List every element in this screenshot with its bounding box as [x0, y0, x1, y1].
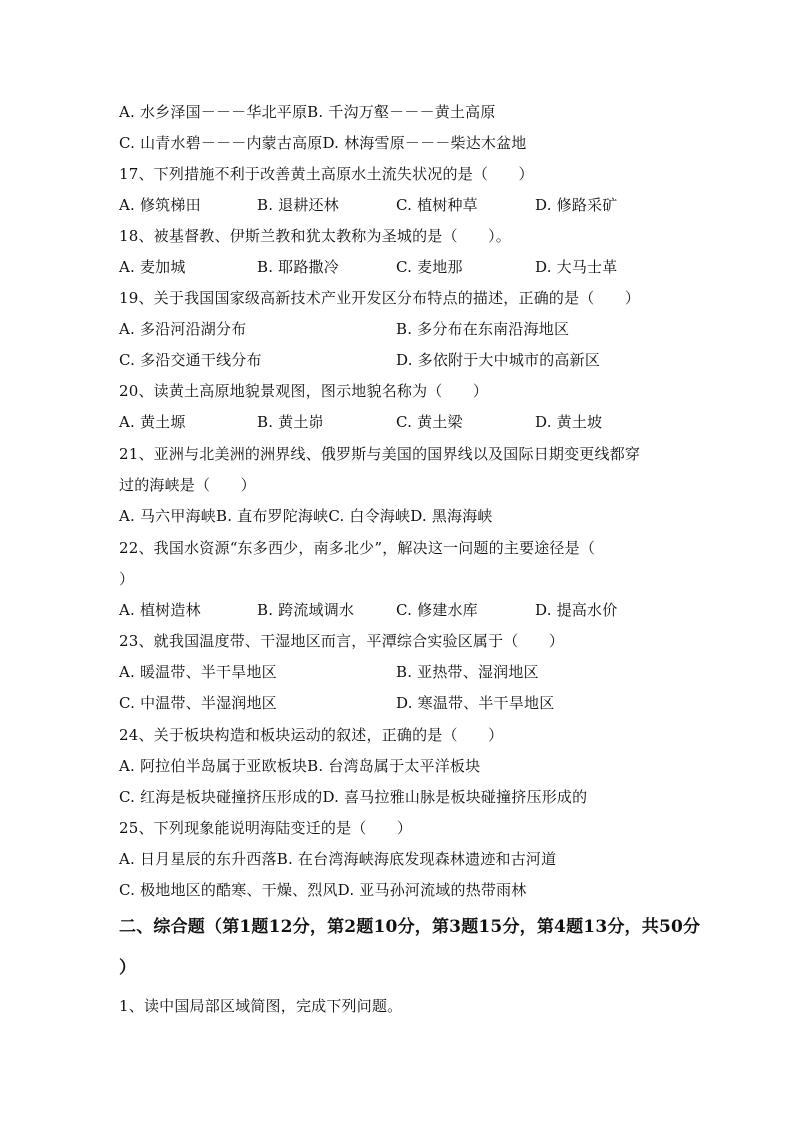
question-19: 19、关于我国国家级高新技术产业开发区分布特点的描述，正确的是（ ） [119, 289, 641, 307]
question-18: 18、被基督教、伊斯兰教和犹太教称为圣城的是（ ）。 [119, 227, 511, 245]
question-22-line2: ） [119, 570, 135, 588]
q23-option-b: B. 亚热带、湿润地区 [396, 663, 539, 681]
q20-option-c: C. 黄土梁 [396, 413, 463, 431]
q17-option-d: D. 修路采矿 [535, 196, 618, 214]
q17-option-c: C. 植树种草 [396, 196, 478, 214]
q23-option-d: D. 寒温带、半干旱地区 [396, 694, 555, 712]
q24-options-ab: A. 阿拉伯半岛属于亚欧板块B. 台湾岛属于太平洋板块 [119, 757, 481, 775]
q22-option-b: B. 跨流域调水 [257, 601, 355, 619]
q18-option-c: C. 麦地那 [396, 258, 463, 276]
q23-option-c: C. 中温带、半湿润地区 [119, 694, 277, 712]
q16-options-cd: C. 山青水碧－－－内蒙古高原D. 林海雪原－－－柴达木盆地 [119, 134, 527, 152]
q16-options-ab: A. 水乡泽国－－－华北平原B. 千沟万壑－－－黄土高原 [119, 103, 496, 121]
q18-option-a: A. 麦加城 [119, 258, 186, 276]
question-22-line1: 22、我国水资源“东多西少，南多北少”，解决这一问题的主要途径是（ [119, 539, 596, 557]
q19-option-d: D. 多依附于大中城市的高新区 [396, 351, 601, 369]
q24-options-cd: C. 红海是板块碰撞挤压形成的D. 喜马拉雅山脉是板块碰撞挤压形成的 [119, 788, 588, 806]
question-24: 24、关于板块构造和板块运动的叙述，正确的是（ ） [119, 726, 504, 744]
q17-option-a: A. 修筑梯田 [119, 196, 201, 214]
question-21-line1: 21、亚洲与北美洲的洲界线、俄罗斯与美国的国界线以及国际日期变更线都穿 [119, 445, 641, 463]
q22-option-c: C. 修建水库 [396, 601, 478, 619]
q22-option-d: D. 提高水价 [535, 601, 618, 619]
q20-option-d: D. 黄土坡 [535, 413, 603, 431]
q18-option-d: D. 大马士革 [535, 258, 618, 276]
question-20: 20、读黄土高原地貌景观图，图示地貌名称为（ ） [119, 382, 489, 400]
q19-option-a: A. 多沿河沿湖分布 [119, 320, 247, 338]
question-25: 25、下列现象能说明海陆变迁的是（ ） [119, 819, 413, 837]
section-2-heading: 二、综合题（第1题12分，第2题10分，第3题15分，第4题13分，共50分 [119, 917, 701, 937]
q25-options-ab: A. 日月星辰的东升西落B. 在台湾海峡海底发现森林遗迹和古河道 [119, 850, 557, 868]
question-17: 17、下列措施不利于改善黄土高原水土流失状况的是（ ） [119, 165, 534, 183]
q19-option-c: C. 多沿交通干线分布 [119, 351, 262, 369]
q22-option-a: A. 植树造林 [119, 601, 201, 619]
q18-option-b: B. 耶路撒冷 [257, 258, 339, 276]
section-2-heading-cont: ） [119, 958, 137, 978]
question-23: 23、就我国温度带、干湿地区而言，平潭综合实验区属于（ ） [119, 632, 565, 650]
q23-option-a: A. 暖温带、半干旱地区 [119, 663, 277, 681]
q19-option-b: B. 多分布在东南沿海地区 [396, 320, 570, 338]
q20-option-b: B. 黄土峁 [257, 413, 324, 431]
q20-option-a: A. 黄土塬 [119, 413, 186, 431]
section-2-question-1: 1、读中国局部区域简图，完成下列问题。 [119, 997, 403, 1015]
question-21-line2: 过的海峡是（ ） [119, 476, 256, 494]
q17-option-b: B. 退耕还林 [257, 196, 339, 214]
q21-options: A. 马六甲海峡B. 直布罗陀海峡C. 白令海峡D. 黑海海峡 [119, 507, 493, 525]
q25-options-cd: C. 极地地区的酷寒、干燥、烈风D. 亚马孙河流域的热带雨林 [119, 881, 527, 899]
